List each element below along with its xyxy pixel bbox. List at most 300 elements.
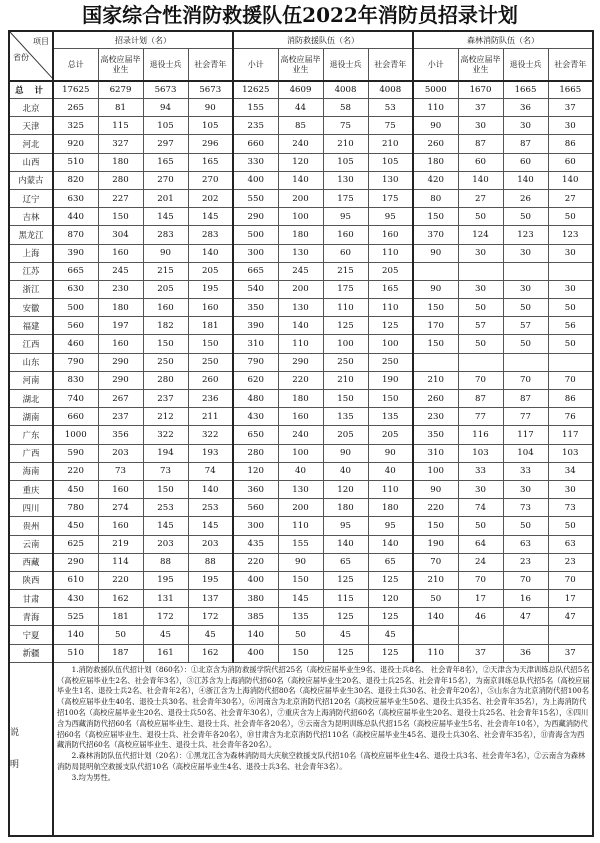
value-cell: 87 bbox=[458, 390, 503, 408]
group-header-recruitment-plan: 招录计划（名） bbox=[53, 31, 233, 49]
value-cell: 150 bbox=[323, 390, 368, 408]
value-cell: 125 bbox=[323, 644, 368, 662]
value-cell: 356 bbox=[98, 426, 143, 444]
value-cell: 88 bbox=[143, 553, 188, 571]
total-value-cell: 6279 bbox=[98, 81, 143, 99]
value-cell: 63 bbox=[503, 535, 548, 553]
value-cell: 110 bbox=[368, 244, 413, 262]
province-cell: 甘肃 bbox=[9, 590, 53, 608]
value-cell: 297 bbox=[143, 135, 188, 153]
value-cell: 400 bbox=[233, 644, 278, 662]
value-cell: 260 bbox=[188, 371, 233, 389]
value-cell: 212 bbox=[143, 408, 188, 426]
value-cell: 130 bbox=[368, 171, 413, 189]
value-cell: 780 bbox=[53, 499, 98, 517]
value-cell: 95 bbox=[368, 517, 413, 535]
value-cell: 140 bbox=[278, 317, 323, 335]
value-cell: 190 bbox=[368, 371, 413, 389]
value-cell: 90 bbox=[323, 444, 368, 462]
value-cell: 120 bbox=[278, 153, 323, 171]
province-cell: 山西 bbox=[9, 153, 53, 171]
value-cell: 162 bbox=[188, 644, 233, 662]
value-cell: 110 bbox=[413, 99, 458, 117]
value-cell: 210 bbox=[323, 135, 368, 153]
value-cell: 30 bbox=[458, 244, 503, 262]
value-cell: 77 bbox=[503, 408, 548, 426]
value-cell: 36 bbox=[503, 644, 548, 662]
province-cell: 云南 bbox=[9, 535, 53, 553]
value-cell: 160 bbox=[98, 480, 143, 498]
value-cell: 23 bbox=[503, 553, 548, 571]
value-cell: 85 bbox=[278, 117, 323, 135]
province-cell: 湖北 bbox=[9, 390, 53, 408]
table-row bbox=[9, 226, 593, 244]
value-cell: 360 bbox=[233, 480, 278, 498]
value-cell: 435 bbox=[233, 535, 278, 553]
value-cell: 95 bbox=[323, 517, 368, 535]
value-cell: 53 bbox=[368, 99, 413, 117]
value-cell bbox=[548, 262, 593, 280]
value-cell: 130 bbox=[278, 480, 323, 498]
value-cell: 390 bbox=[53, 244, 98, 262]
value-cell: 140 bbox=[188, 480, 233, 498]
value-cell: 135 bbox=[368, 408, 413, 426]
value-cell: 130 bbox=[278, 244, 323, 262]
value-cell: 110 bbox=[323, 299, 368, 317]
value-cell bbox=[548, 353, 593, 371]
value-cell: 56 bbox=[548, 317, 593, 335]
value-cell: 87 bbox=[503, 390, 548, 408]
value-cell: 40 bbox=[278, 462, 323, 480]
value-cell: 16 bbox=[503, 590, 548, 608]
value-cell: 90 bbox=[413, 280, 458, 298]
value-cell: 380 bbox=[233, 590, 278, 608]
value-cell: 235 bbox=[233, 117, 278, 135]
value-cell: 110 bbox=[413, 644, 458, 662]
value-cell: 125 bbox=[323, 608, 368, 626]
province-cell: 海南 bbox=[9, 462, 53, 480]
value-cell: 70 bbox=[548, 371, 593, 389]
value-cell: 630 bbox=[53, 189, 98, 207]
value-cell: 215 bbox=[323, 262, 368, 280]
value-cell: 205 bbox=[368, 426, 413, 444]
value-cell: 37 bbox=[458, 644, 503, 662]
value-cell: 47 bbox=[503, 608, 548, 626]
table-row bbox=[9, 390, 593, 408]
value-cell: 50 bbox=[548, 299, 593, 317]
value-cell: 625 bbox=[53, 535, 98, 553]
value-cell: 50 bbox=[458, 335, 503, 353]
column-header: 高校应届毕业生 bbox=[278, 49, 323, 82]
value-cell: 870 bbox=[53, 226, 98, 244]
value-cell: 110 bbox=[278, 517, 323, 535]
value-cell: 90 bbox=[413, 117, 458, 135]
table-row bbox=[9, 171, 593, 189]
value-cell: 86 bbox=[548, 135, 593, 153]
value-cell: 30 bbox=[503, 280, 548, 298]
table-row bbox=[9, 517, 593, 535]
value-cell: 65 bbox=[323, 553, 368, 571]
value-cell: 430 bbox=[53, 590, 98, 608]
value-cell: 310 bbox=[413, 444, 458, 462]
value-cell: 270 bbox=[143, 171, 188, 189]
province-cell: 西藏 bbox=[9, 553, 53, 571]
value-cell: 160 bbox=[98, 517, 143, 535]
table-row bbox=[9, 571, 593, 589]
province-cell: 重庆 bbox=[9, 480, 53, 498]
column-header: 小计 bbox=[413, 49, 458, 82]
value-cell: 385 bbox=[233, 608, 278, 626]
value-cell: 155 bbox=[233, 99, 278, 117]
table-row bbox=[9, 608, 593, 626]
value-cell: 33 bbox=[503, 462, 548, 480]
table-row bbox=[9, 535, 593, 553]
value-cell: 140 bbox=[548, 171, 593, 189]
value-cell: 117 bbox=[548, 426, 593, 444]
value-cell: 195 bbox=[188, 571, 233, 589]
total-value-cell: 5000 bbox=[413, 81, 458, 99]
value-cell: 790 bbox=[233, 353, 278, 371]
value-cell: 90 bbox=[413, 480, 458, 498]
value-cell: 103 bbox=[458, 444, 503, 462]
header-corner-cell bbox=[9, 31, 53, 81]
value-cell: 140 bbox=[368, 535, 413, 553]
value-cell: 220 bbox=[413, 499, 458, 517]
value-cell: 45 bbox=[368, 626, 413, 644]
value-cell: 30 bbox=[548, 117, 593, 135]
value-cell: 650 bbox=[233, 426, 278, 444]
value-cell: 181 bbox=[188, 317, 233, 335]
total-value-cell: 4008 bbox=[323, 81, 368, 99]
value-cell: 77 bbox=[458, 408, 503, 426]
value-cell: 30 bbox=[458, 480, 503, 498]
value-cell: 160 bbox=[323, 226, 368, 244]
value-cell: 30 bbox=[548, 280, 593, 298]
value-cell: 220 bbox=[233, 553, 278, 571]
value-cell: 50 bbox=[278, 626, 323, 644]
value-cell: 211 bbox=[188, 408, 233, 426]
value-cell: 100 bbox=[278, 208, 323, 226]
value-cell: 205 bbox=[143, 280, 188, 298]
province-cell: 陕西 bbox=[9, 571, 53, 589]
value-cell: 90 bbox=[188, 99, 233, 117]
value-cell: 630 bbox=[53, 280, 98, 298]
value-cell: 37 bbox=[458, 99, 503, 117]
value-cell: 400 bbox=[233, 171, 278, 189]
value-cell: 193 bbox=[188, 444, 233, 462]
province-cell: 吉林 bbox=[9, 208, 53, 226]
value-cell: 75 bbox=[323, 117, 368, 135]
table-row bbox=[9, 371, 593, 389]
value-cell: 30 bbox=[548, 244, 593, 262]
column-header: 社会青年 bbox=[188, 49, 233, 82]
value-cell: 90 bbox=[143, 244, 188, 262]
value-cell: 300 bbox=[233, 517, 278, 535]
value-cell: 350 bbox=[233, 299, 278, 317]
value-cell: 327 bbox=[98, 135, 143, 153]
value-cell: 227 bbox=[98, 189, 143, 207]
value-cell: 103 bbox=[548, 444, 593, 462]
total-value-cell: 5673 bbox=[188, 81, 233, 99]
province-cell: 广西 bbox=[9, 444, 53, 462]
value-cell: 300 bbox=[233, 244, 278, 262]
table-row bbox=[9, 99, 593, 117]
value-cell: 46 bbox=[458, 608, 503, 626]
value-cell: 120 bbox=[233, 462, 278, 480]
value-cell: 280 bbox=[233, 444, 278, 462]
value-cell bbox=[548, 626, 593, 644]
table-row bbox=[9, 444, 593, 462]
value-cell: 70 bbox=[413, 553, 458, 571]
value-cell: 135 bbox=[323, 408, 368, 426]
value-cell: 36 bbox=[503, 99, 548, 117]
value-cell: 180 bbox=[368, 499, 413, 517]
value-cell: 620 bbox=[233, 371, 278, 389]
value-cell: 81 bbox=[98, 99, 143, 117]
value-cell: 27 bbox=[458, 189, 503, 207]
corner-label-item: 项目 bbox=[33, 37, 49, 46]
value-cell: 130 bbox=[278, 299, 323, 317]
value-cell: 665 bbox=[53, 262, 98, 280]
value-cell: 100 bbox=[278, 444, 323, 462]
total-value-cell: 4008 bbox=[368, 81, 413, 99]
value-cell: 304 bbox=[98, 226, 143, 244]
value-cell: 47 bbox=[548, 608, 593, 626]
value-cell: 290 bbox=[53, 553, 98, 571]
value-cell: 73 bbox=[548, 499, 593, 517]
group-header-forest-fire: 森林消防队伍（名） bbox=[413, 31, 593, 49]
value-cell: 50 bbox=[413, 590, 458, 608]
value-cell: 525 bbox=[53, 608, 98, 626]
value-cell: 70 bbox=[503, 371, 548, 389]
value-cell: 160 bbox=[143, 299, 188, 317]
province-cell: 新疆 bbox=[9, 644, 53, 662]
value-cell: 253 bbox=[143, 499, 188, 517]
value-cell: 73 bbox=[143, 462, 188, 480]
value-cell: 125 bbox=[323, 317, 368, 335]
value-cell: 165 bbox=[368, 280, 413, 298]
value-cell: 140 bbox=[188, 244, 233, 262]
value-cell: 274 bbox=[98, 499, 143, 517]
province-cell: 黑龙江 bbox=[9, 226, 53, 244]
value-cell: 480 bbox=[233, 390, 278, 408]
value-cell: 17 bbox=[458, 590, 503, 608]
value-cell: 65 bbox=[368, 553, 413, 571]
value-cell: 180 bbox=[278, 226, 323, 244]
value-cell bbox=[413, 353, 458, 371]
value-cell: 203 bbox=[143, 535, 188, 553]
total-value-cell: 17625 bbox=[53, 81, 98, 99]
value-cell bbox=[458, 262, 503, 280]
value-cell: 100 bbox=[368, 335, 413, 353]
value-cell: 60 bbox=[548, 153, 593, 171]
value-cell: 160 bbox=[278, 408, 323, 426]
value-cell: 560 bbox=[53, 317, 98, 335]
value-cell: 125 bbox=[368, 644, 413, 662]
province-cell: 贵州 bbox=[9, 517, 53, 535]
value-cell: 88 bbox=[188, 553, 233, 571]
column-header: 高校应届毕业生 bbox=[458, 49, 503, 82]
value-cell: 296 bbox=[188, 135, 233, 153]
value-cell: 220 bbox=[53, 462, 98, 480]
value-cell: 390 bbox=[233, 317, 278, 335]
value-cell: 70 bbox=[458, 571, 503, 589]
value-cell: 90 bbox=[368, 444, 413, 462]
value-cell: 115 bbox=[98, 117, 143, 135]
value-cell: 195 bbox=[143, 571, 188, 589]
province-cell: 内蒙古 bbox=[9, 171, 53, 189]
notes-text bbox=[54, 663, 592, 835]
value-cell: 237 bbox=[98, 408, 143, 426]
value-cell bbox=[458, 626, 503, 644]
table-row bbox=[9, 553, 593, 571]
value-cell: 50 bbox=[503, 517, 548, 535]
table-row bbox=[9, 480, 593, 498]
column-header: 小计 bbox=[233, 49, 278, 82]
value-cell: 237 bbox=[143, 390, 188, 408]
value-cell bbox=[413, 262, 458, 280]
value-cell bbox=[503, 353, 548, 371]
value-cell: 58 bbox=[323, 99, 368, 117]
province-cell: 河北 bbox=[9, 135, 53, 153]
column-header: 社会青年 bbox=[548, 49, 593, 82]
column-header: 退役士兵 bbox=[503, 49, 548, 82]
value-cell: 145 bbox=[278, 590, 323, 608]
value-cell: 150 bbox=[413, 208, 458, 226]
value-cell: 60 bbox=[323, 244, 368, 262]
value-cell: 125 bbox=[368, 571, 413, 589]
value-cell: 60 bbox=[458, 153, 503, 171]
value-cell: 267 bbox=[98, 390, 143, 408]
value-cell: 210 bbox=[413, 571, 458, 589]
value-cell: 219 bbox=[98, 535, 143, 553]
value-cell: 57 bbox=[458, 317, 503, 335]
province-cell: 湖南 bbox=[9, 408, 53, 426]
group-header-fire-rescue: 消防救援队伍（名） bbox=[233, 31, 413, 49]
value-cell: 140 bbox=[278, 171, 323, 189]
value-cell: 150 bbox=[278, 644, 323, 662]
value-cell: 500 bbox=[233, 226, 278, 244]
value-cell: 34 bbox=[548, 462, 593, 480]
value-cell: 87 bbox=[458, 135, 503, 153]
value-cell: 230 bbox=[98, 280, 143, 298]
value-cell: 175 bbox=[368, 189, 413, 207]
value-cell: 45 bbox=[188, 626, 233, 644]
value-cell: 181 bbox=[98, 608, 143, 626]
value-cell: 182 bbox=[143, 317, 188, 335]
table-row bbox=[9, 426, 593, 444]
table-row bbox=[9, 244, 593, 262]
total-value-cell: 1670 bbox=[458, 81, 503, 99]
value-cell: 37 bbox=[548, 644, 593, 662]
value-cell: 187 bbox=[98, 644, 143, 662]
table-row bbox=[9, 408, 593, 426]
total-value-cell: 1665 bbox=[503, 81, 548, 99]
value-cell: 137 bbox=[188, 590, 233, 608]
note-paragraph: 3.均为男性。 bbox=[71, 772, 116, 782]
value-cell: 24 bbox=[458, 553, 503, 571]
value-cell: 260 bbox=[413, 135, 458, 153]
value-cell: 105 bbox=[368, 153, 413, 171]
value-cell: 120 bbox=[368, 590, 413, 608]
value-cell: 330 bbox=[233, 153, 278, 171]
value-cell: 50 bbox=[503, 208, 548, 226]
value-cell: 290 bbox=[98, 353, 143, 371]
total-value-cell: 12625 bbox=[233, 81, 278, 99]
value-cell: 550 bbox=[233, 189, 278, 207]
province-cell: 江西 bbox=[9, 335, 53, 353]
column-header: 退役士兵 bbox=[143, 49, 188, 82]
corner-label-province: 省份 bbox=[13, 53, 29, 62]
value-cell: 175 bbox=[323, 280, 368, 298]
value-cell: 215 bbox=[143, 262, 188, 280]
value-cell: 236 bbox=[188, 390, 233, 408]
value-cell: 160 bbox=[98, 335, 143, 353]
value-cell: 80 bbox=[413, 189, 458, 207]
total-value-cell: 5673 bbox=[143, 81, 188, 99]
value-cell: 230 bbox=[413, 408, 458, 426]
value-cell: 830 bbox=[53, 371, 98, 389]
value-cell: 63 bbox=[548, 535, 593, 553]
value-cell: 150 bbox=[143, 480, 188, 498]
table-row bbox=[9, 335, 593, 353]
value-cell: 30 bbox=[503, 244, 548, 262]
total-label: 总 计 bbox=[9, 81, 53, 99]
notes-row bbox=[9, 662, 593, 836]
value-cell: 70 bbox=[458, 371, 503, 389]
value-cell: 74 bbox=[188, 462, 233, 480]
province-cell: 浙江 bbox=[9, 280, 53, 298]
value-cell: 50 bbox=[458, 299, 503, 317]
province-cell: 辽宁 bbox=[9, 189, 53, 207]
value-cell: 50 bbox=[503, 299, 548, 317]
value-cell: 201 bbox=[143, 189, 188, 207]
value-cell: 400 bbox=[233, 571, 278, 589]
value-cell: 120 bbox=[323, 480, 368, 498]
value-cell: 117 bbox=[503, 426, 548, 444]
table-row bbox=[9, 462, 593, 480]
notes-label-top: 说 bbox=[10, 727, 20, 738]
value-cell: 510 bbox=[53, 644, 98, 662]
value-cell: 560 bbox=[233, 499, 278, 517]
value-cell: 73 bbox=[503, 499, 548, 517]
subheader-row bbox=[9, 49, 593, 82]
value-cell: 30 bbox=[503, 117, 548, 135]
value-cell: 50 bbox=[98, 626, 143, 644]
value-cell: 180 bbox=[413, 153, 458, 171]
value-cell: 114 bbox=[98, 553, 143, 571]
value-cell: 172 bbox=[143, 608, 188, 626]
value-cell: 350 bbox=[413, 426, 458, 444]
value-cell: 123 bbox=[548, 226, 593, 244]
value-cell: 94 bbox=[143, 99, 188, 117]
value-cell: 610 bbox=[53, 571, 98, 589]
value-cell: 150 bbox=[188, 335, 233, 353]
province-cell: 河南 bbox=[9, 371, 53, 389]
value-cell: 160 bbox=[98, 244, 143, 262]
value-cell: 450 bbox=[53, 480, 98, 498]
value-cell: 50 bbox=[458, 517, 503, 535]
value-cell: 26 bbox=[503, 189, 548, 207]
value-cell: 203 bbox=[188, 535, 233, 553]
province-cell: 山东 bbox=[9, 353, 53, 371]
value-cell: 205 bbox=[188, 262, 233, 280]
value-cell: 50 bbox=[548, 517, 593, 535]
value-cell: 30 bbox=[458, 280, 503, 298]
value-cell: 140 bbox=[458, 171, 503, 189]
table-row bbox=[9, 590, 593, 608]
value-cell bbox=[458, 353, 503, 371]
